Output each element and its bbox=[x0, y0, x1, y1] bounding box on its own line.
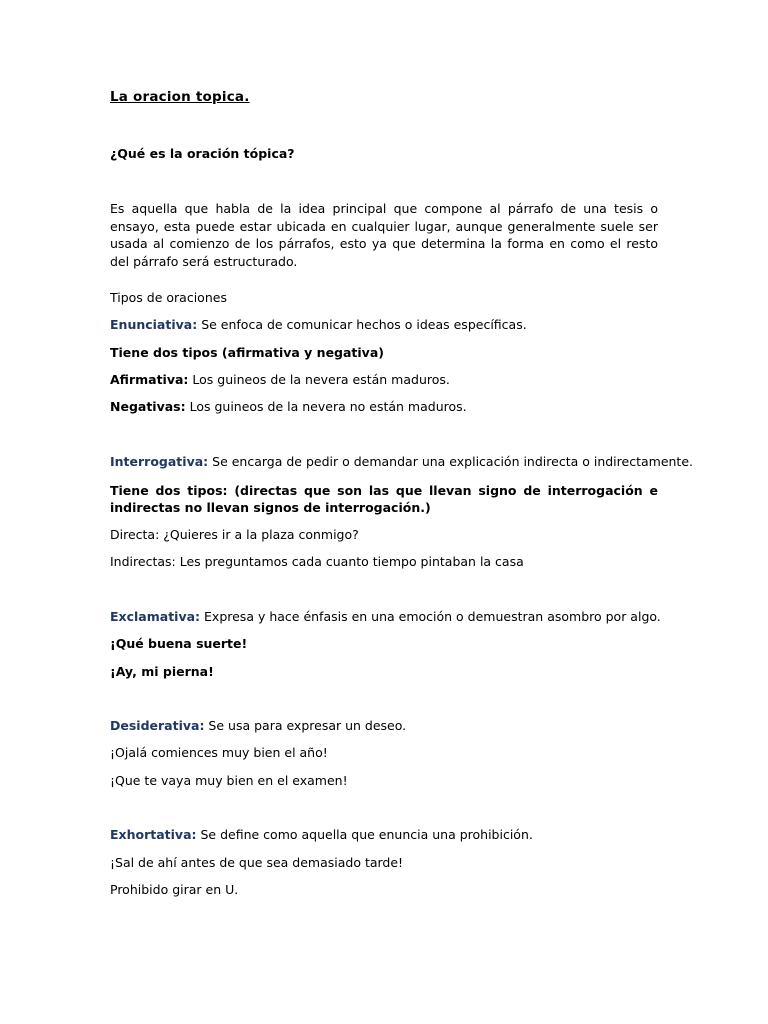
exclamativa-desc: Expresa y hace énfasis en una emoción o demuestran asombro por algo. bbox=[200, 609, 661, 624]
document-title: La oracion topica. bbox=[110, 89, 250, 105]
exhortativa-desc: Se define como aquella que enuncia una prohibición. bbox=[196, 827, 533, 842]
afirmativa-text: Los guineos de la nevera están maduros. bbox=[188, 372, 450, 387]
afirmativa-label: Afirmativa: bbox=[110, 372, 189, 387]
exclamativa-example-2: ¡Ay, mi pierna! bbox=[110, 664, 214, 679]
types-heading: Tipos de oraciones bbox=[110, 290, 227, 305]
afirmativa-line bbox=[110, 372, 450, 388]
negativa-line bbox=[110, 399, 467, 415]
negativa-text: Los guineos de la nevera no están maduros. bbox=[185, 399, 467, 414]
desiderativa-example-2: ¡Que te vaya muy bien en el examen! bbox=[110, 773, 348, 788]
enunciativa-term: Enunciativa: bbox=[110, 317, 198, 332]
exhortativa-line bbox=[110, 827, 533, 843]
directa-example: Directa: ¿Quieres ir a la plaza conmigo? bbox=[110, 527, 359, 542]
interrogativa-subtypes: Tiene dos tipos: (directas que son las que llevan signo de interrogación e indirectas no llevan signos de interrogación.) bbox=[110, 483, 658, 515]
enunciativa-subtypes: Tiene dos tipos (afirmativa y negativa) bbox=[110, 345, 384, 360]
definition-paragraph: Es aquella que habla de la idea principal que compone al párrafo de una tesis o ensayo, esta puede estar ubicada en cualquier lugar, aunque generalmente suele ser usada al comienzo de los párrafos, esto ya que determina la forma en como el resto del párrafo será estructurado. bbox=[110, 201, 658, 269]
interrogativa-desc: Se encarga de pedir o demandar una explicación indirecta o indirectamente. bbox=[208, 454, 693, 469]
desiderativa-line bbox=[110, 718, 406, 734]
exhortativa-example-2: Prohibido girar en U. bbox=[110, 882, 239, 897]
desiderativa-term: Desiderativa: bbox=[110, 718, 205, 733]
exhortativa-term: Exhortativa: bbox=[110, 827, 197, 842]
interrogativa-line bbox=[110, 454, 693, 470]
question-heading: ¿Qué es la oración tópica? bbox=[110, 146, 295, 161]
desiderativa-example-1: ¡Ojalá comiences muy bien el año! bbox=[110, 745, 328, 760]
enunciativa-desc: Se enfoca de comunicar hechos o ideas específicas. bbox=[197, 317, 527, 332]
exclamativa-line bbox=[110, 609, 661, 625]
exclamativa-example-1: ¡Qué buena suerte! bbox=[110, 636, 248, 651]
negativa-label: Negativas: bbox=[110, 399, 186, 414]
indirecta-example: Indirectas: Les preguntamos cada cuanto tiempo pintaban la casa bbox=[110, 554, 524, 569]
exhortativa-example-1: ¡Sal de ahí antes de que sea demasiado tarde! bbox=[110, 855, 404, 870]
enunciativa-line bbox=[110, 317, 527, 333]
desiderativa-desc: Se usa para expresar un deseo. bbox=[204, 718, 407, 733]
interrogativa-term: Interrogativa: bbox=[110, 454, 209, 469]
exclamativa-term: Exclamativa: bbox=[110, 609, 201, 624]
document-page bbox=[110, 0, 693, 1024]
